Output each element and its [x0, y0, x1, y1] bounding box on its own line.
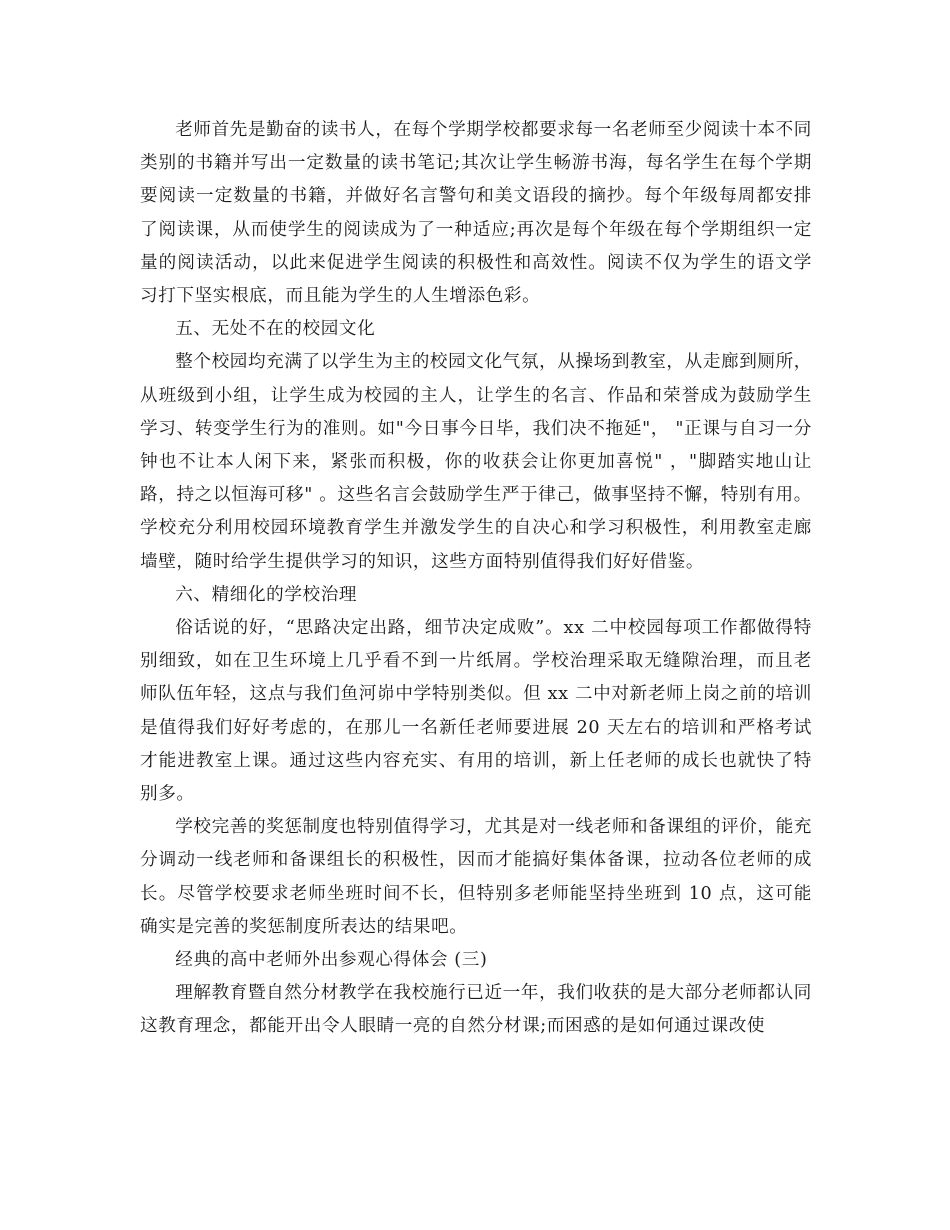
paragraph-school-management: 俗话说的好，“思路决定出路，细节决定成败”。xx 二中校园每项工作都做得特别细致，如在卫生环境上几乎看不到一片纸屑。学校治理采取无缝隙治理，而且老师队伍年轻，这点与我们鱼河峁中学特别类似。但 xx 二中对新老师上岗之前的培训是值得我们好好考虑的，在那儿一名新任老师要进展 20 天左右的培训和严格考试才能进教室上课。通过这些内容充实、有用的培训，新上任老师的成长也就快了特别多。 [140, 618, 812, 805]
section-heading-part-three: 经典的高中老师外出参观心得体会 (三) [175, 950, 488, 971]
section-heading-school-management: 六、精细化的学校治理 [175, 584, 358, 605]
paragraph-reading: 老师首先是勤奋的读书人，在每个学期学校都要求每一名老师至少阅读十本不同类别的书籍并写出一定数量的读书笔记;其次让学生畅游书海，每名学生在每个学期要阅读一定数量的书籍，并做好名言警句和美文语段的摘抄。每个年级每周都安排了阅读课，从而使学生的阅读成为了一种适应;再次是每个年级在每个学期组织一定量的阅读活动，以此来促进学生阅读的积极性和高效性。阅读不仅为学生的语文学习打下坚实根底，而且能为学生的人生增添色彩。 [140, 120, 812, 307]
paragraph-reward-system: 学校完善的奖惩制度也特别值得学习，尤其是对一线老师和备课组的评价，能充分调动一线老师和备课组长的积极性，因而才能搞好集体备课，拉动各位老师的成长。尽管学校要求老师坐班时间不长，但特别多老师能坚持坐班到 10 点，这可能确实是完善的奖惩制度所表达的结果吧。 [140, 817, 812, 937]
paragraph-teaching-reform: 理解教育暨自然分材教学在我校施行已近一年，我们收获的是大部分老师都认同这教育理念，都能开出令人眼睛一亮的自然分材课;而困惑的是如何通过课改使 [140, 983, 812, 1037]
paragraph-campus-culture: 整个校园均充满了以学生为主的校园文化气氛，从操场到教室，从走廊到厕所，从班级到小组，让学生成为校园的主人，让学生的名言、作品和荣誉成为鼓励学生学习、转变学生行为的准则。如"今日事今日毕，我们决不拖延"， "正课与自习一分钟也不让本人闲下来，紧张而积极，你的收获会让你更加喜悦" ，"脚踏实地山让路，持之以恒海可移" 。这些名言会鼓励学生严于律己，做事坚持不懈，特别有用。学校充分利用校园环境教育学生并激发学生的自决心和学习积极性，利用教室走廊墙壁，随时给学生提供学习的知识，这些方面特别值得我们好好借鉴。 [140, 352, 812, 572]
document-body [140, 114, 812, 1044]
section-heading-campus-culture: 五、无处不在的校园文化 [175, 319, 376, 340]
